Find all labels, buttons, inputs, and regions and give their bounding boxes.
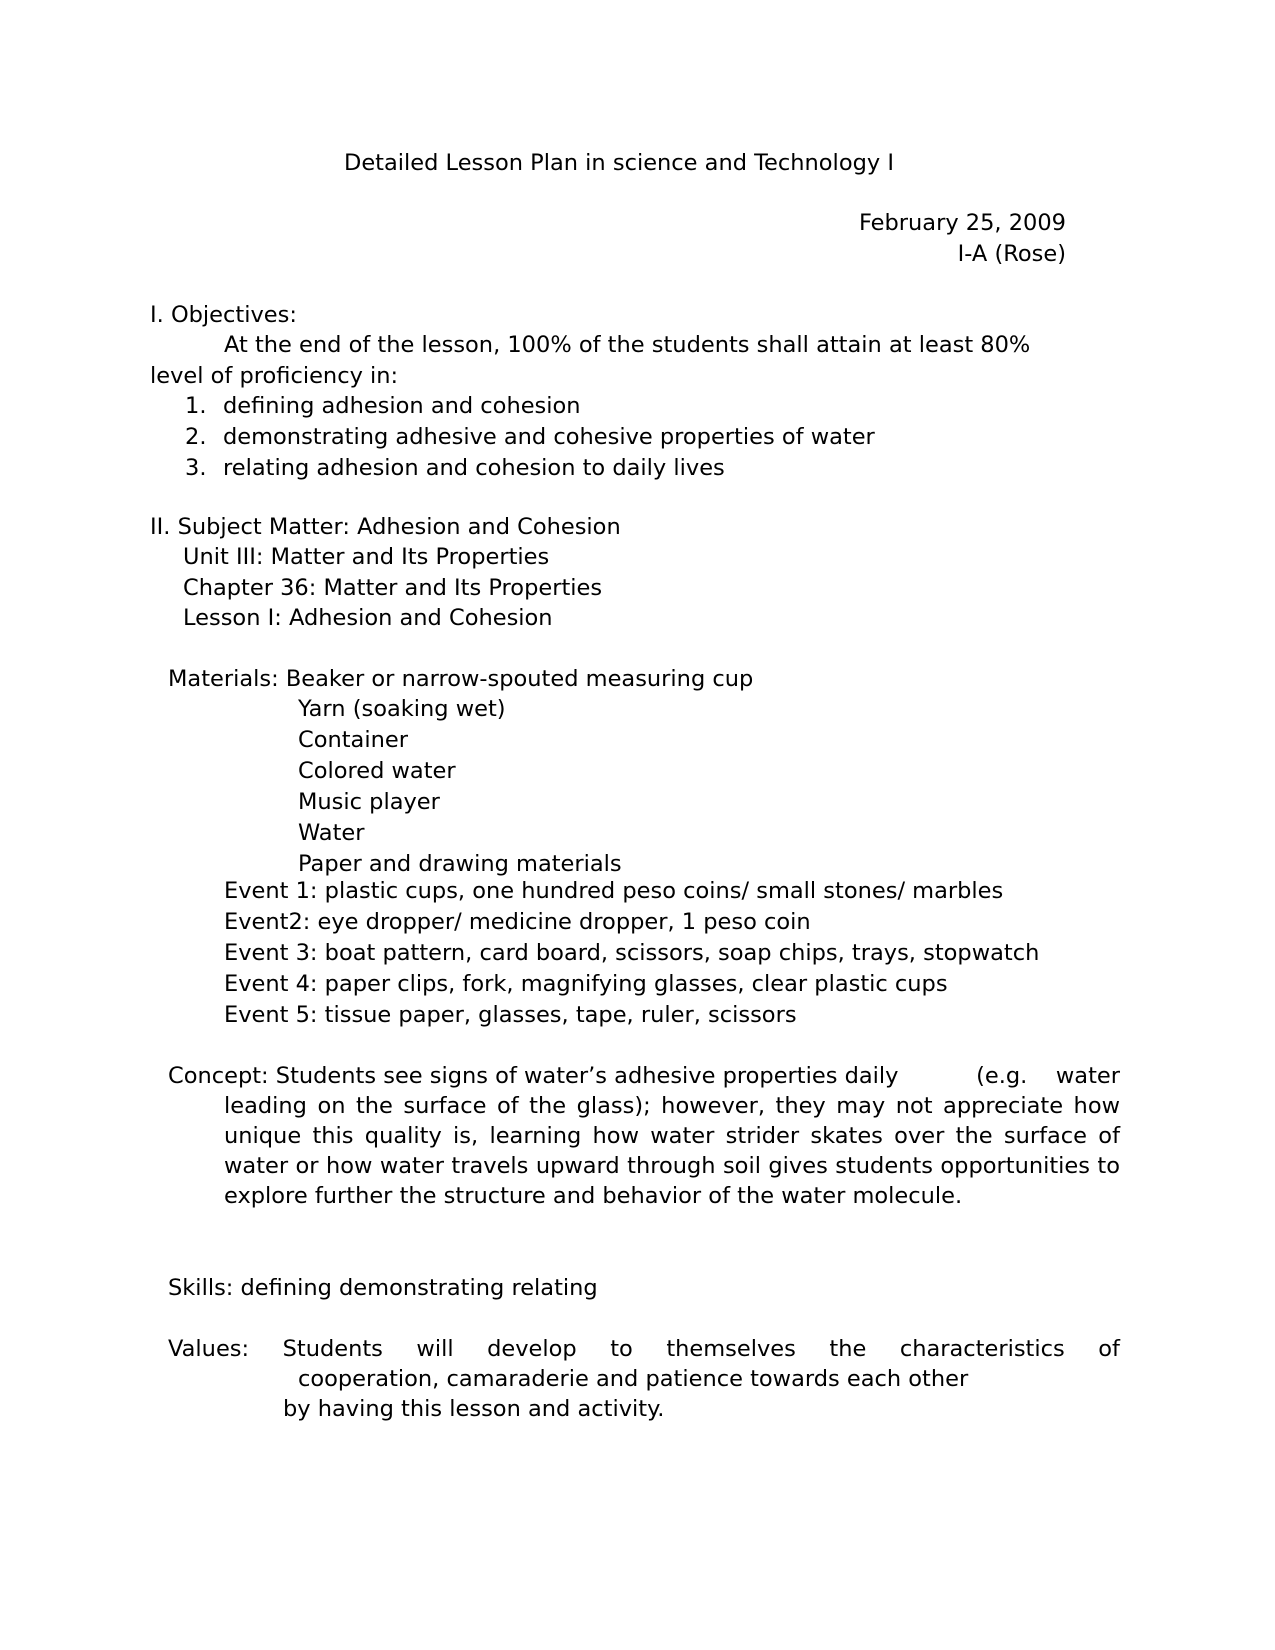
values-word: Students bbox=[282, 1336, 383, 1362]
event-item: Event 1: plastic cups, one hundred peso coins/ small stones/ marbles bbox=[224, 878, 1004, 904]
objective-number: 3. bbox=[185, 455, 207, 481]
subject-matter-heading: II. Subject Matter: Adhesion and Cohesion bbox=[150, 514, 621, 540]
objectives-heading: I. Objectives: bbox=[150, 302, 297, 328]
event-item: Event 4: paper clips, fork, magnifying glasses, clear plastic cups bbox=[224, 971, 948, 997]
lesson-date: February 25, 2009 bbox=[858, 210, 1066, 236]
values-word: Values: bbox=[168, 1336, 250, 1362]
concept-first-line bbox=[168, 1061, 1120, 1091]
event-item: Event 3: boat pattern, card board, scissors, soap chips, trays, stopwatch bbox=[224, 940, 1040, 966]
subject-matter-chapter: Chapter 36: Matter and Its Properties bbox=[183, 575, 603, 601]
objective-text: defining adhesion and cohesion bbox=[223, 393, 581, 419]
events-list bbox=[224, 876, 1039, 1031]
objective-item bbox=[185, 391, 875, 422]
document-title: Detailed Lesson Plan in science and Technology I bbox=[344, 150, 894, 176]
objective-number: 1. bbox=[185, 393, 207, 419]
material-item: Water bbox=[298, 820, 365, 846]
objective-item bbox=[185, 453, 875, 484]
values-word: of bbox=[1098, 1336, 1120, 1362]
material-item: Colored water bbox=[298, 758, 456, 784]
values-word: themselves bbox=[666, 1336, 796, 1362]
class-section: I-A (Rose) bbox=[957, 241, 1066, 267]
values-word: to bbox=[610, 1336, 633, 1362]
material-item: Yarn (soaking wet) bbox=[298, 696, 506, 722]
values-word: characteristics bbox=[899, 1336, 1065, 1362]
objective-text: relating adhesion and cohesion to daily lives bbox=[223, 455, 725, 481]
objective-item bbox=[185, 422, 875, 453]
values-line3: by having this lesson and activity. bbox=[283, 1396, 665, 1422]
values-paragraph bbox=[168, 1334, 1120, 1424]
materials-list bbox=[298, 694, 622, 880]
concept-paragraph bbox=[168, 1061, 1120, 1211]
materials-heading: Materials: Beaker or narrow-spouted measuring cup bbox=[168, 666, 754, 692]
material-item: Container bbox=[298, 727, 408, 753]
objectives-intro-line1: At the end of the lesson, 100% of the students shall attain at least 80% bbox=[224, 332, 1031, 358]
subject-matter-unit: Unit III: Matter and Its Properties bbox=[183, 544, 550, 570]
objectives-list bbox=[185, 391, 875, 484]
objective-number: 2. bbox=[185, 424, 207, 450]
subject-matter-lesson: Lesson I: Adhesion and Cohesion bbox=[183, 605, 553, 631]
values-first-line bbox=[168, 1334, 1120, 1364]
values-line2: cooperation, camaraderie and patience towards each other bbox=[298, 1366, 969, 1392]
concept-first-left: Concept: Students see signs of water’s adhesive properties daily bbox=[168, 1063, 899, 1089]
material-item: Music player bbox=[298, 789, 440, 815]
event-item: Event 5: tissue paper, glasses, tape, ruler, scissors bbox=[224, 1002, 797, 1028]
skills-line: Skills: defining demonstrating relating bbox=[168, 1275, 598, 1301]
values-word: will bbox=[416, 1336, 454, 1362]
event-item: Event2: eye dropper/ medicine dropper, 1 peso coin bbox=[224, 909, 811, 935]
values-word: the bbox=[829, 1336, 867, 1362]
material-item: Paper and drawing materials bbox=[298, 851, 622, 877]
concept-body: leading on the surface of the glass); however, they may not appreciate how unique this quality is, learning how water strider skates over the surface of water or how water travels upward through soil gives students opportunities to explore further the structure and behavior of the water molecule. bbox=[224, 1093, 1120, 1209]
concept-first-right: (e.g. water bbox=[976, 1063, 1120, 1089]
objective-text: demonstrating adhesive and cohesive properties of water bbox=[223, 424, 875, 450]
objectives-intro-line2: level of proficiency in: bbox=[150, 363, 399, 389]
values-word: develop bbox=[487, 1336, 577, 1362]
